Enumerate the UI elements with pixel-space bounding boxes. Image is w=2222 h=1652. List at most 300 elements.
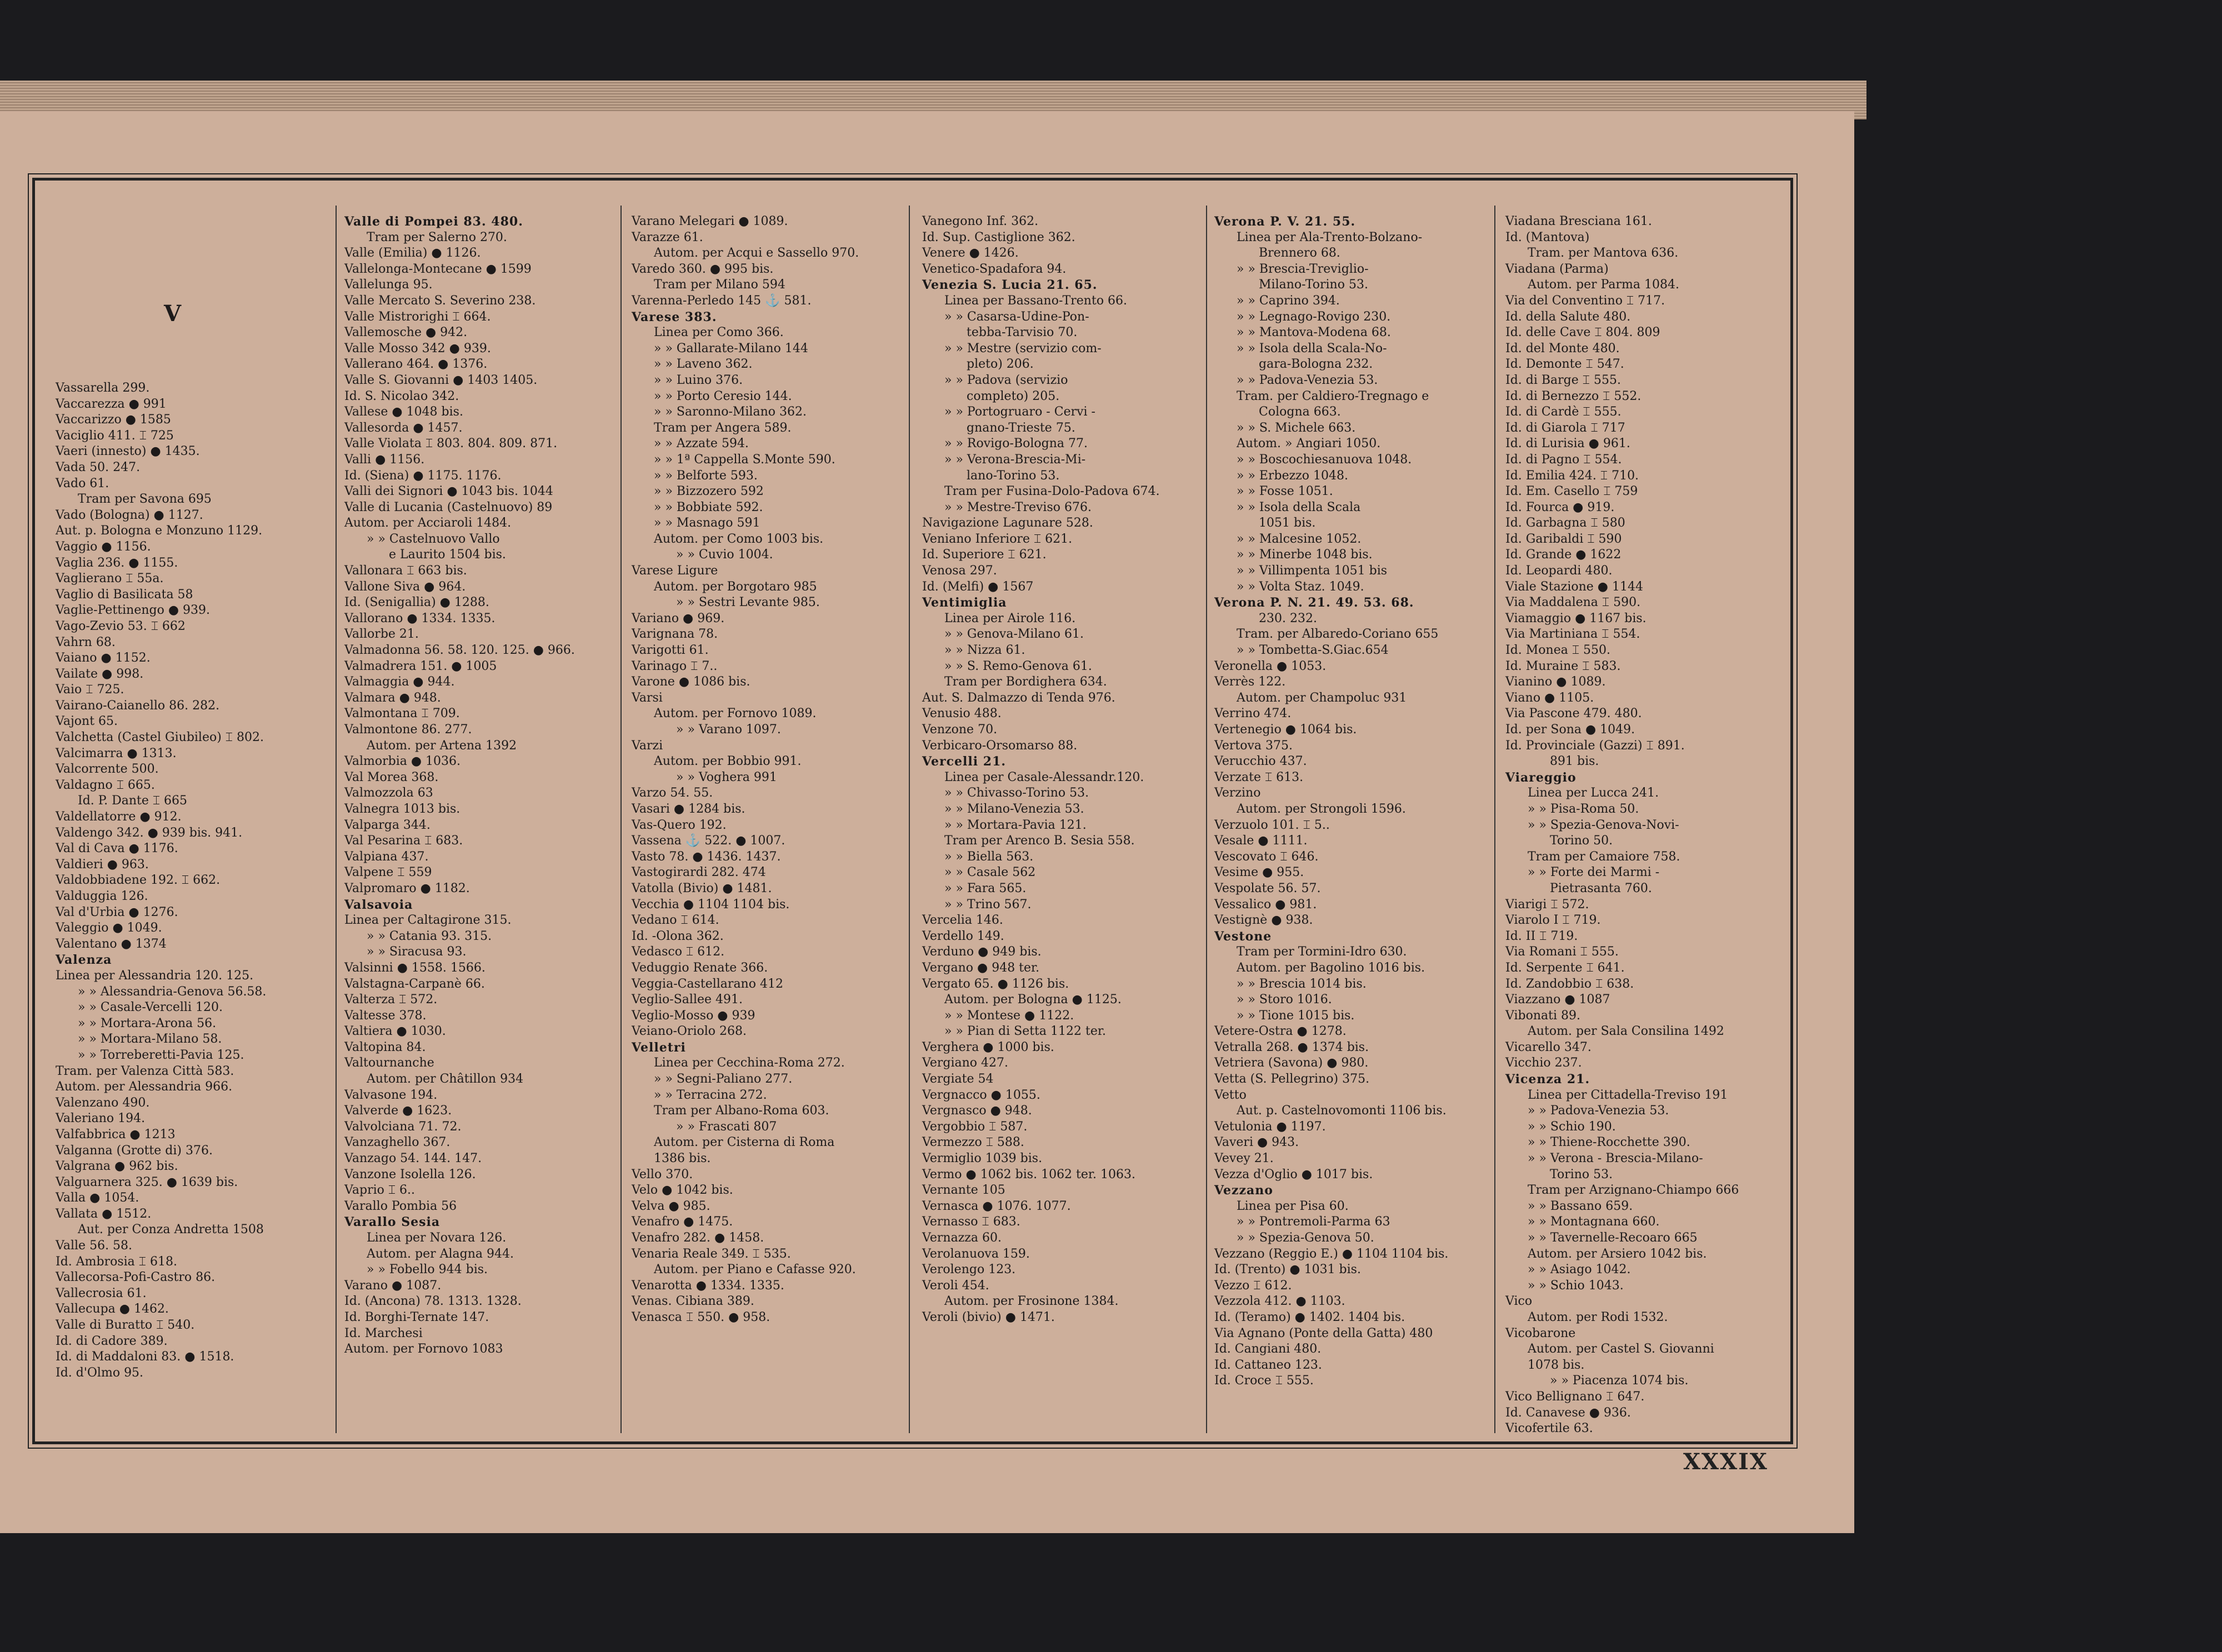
index-entry: » » Erbezzo 1048. [1237,468,1348,483]
index-entry: Vertenegio ● 1064 bis. [1214,723,1357,737]
index-entry: Vallesorda ● 1457. [344,420,463,435]
index-entry: Vertova 375. [1214,738,1293,753]
index-entry: Valli ● 1156. [344,452,425,467]
index-entry: Veggia-Castellarano 412 [632,977,783,991]
index-entry: Viadana (Parma) [1505,262,1609,276]
index-entry: Cologna 663. [1259,405,1341,419]
index-entry: Id. Cattaneo 123. [1214,1358,1322,1372]
index-entry: Valle (Emilia) ● 1126. [344,246,481,261]
index-entry: Vallorano ● 1334. 1335. [344,611,496,625]
index-entry: Id. di Lurisia ● 961. [1505,437,1630,451]
index-entry: Id. Em. Casello ⌶ 759 [1505,484,1638,499]
index-entry: Vallelonga-Montecane ● 1599 [344,262,532,276]
index-heading: Valenza [56,953,112,968]
index-entry: Valtiera ● 1030. [344,1024,446,1039]
index-entry: » » Fobello 944 bis. [367,1263,488,1277]
index-entry: Viamaggio ● 1167 bis. [1505,611,1647,625]
index-entry: Id. (Senigallia) ● 1288. [344,595,489,610]
index-entry: » » Montese ● 1122. [944,1008,1074,1023]
index-entry: Valvasone 194. [344,1088,438,1102]
index-entry: Vastogirardi 282. 474 [632,865,766,880]
index-entry: » » Casale-Vercelli 120. [78,1000,223,1015]
index-entry: Id. Ambrosia ⌶ 618. [56,1254,177,1269]
index-entry: » » Pian di Setta 1122 ter. [944,1024,1106,1039]
index-entry: Id. di Pagno ⌶ 554. [1505,452,1622,467]
index-entry: Velo ● 1042 bis. [632,1183,733,1198]
index-entry: Valmontana ⌶ 709. [344,707,460,721]
index-entry: Vailate ● 998. [56,667,144,681]
index-entry: Valeggio ● 1049. [56,921,162,935]
index-entry: Veglio-Mosso ● 939 [632,1008,755,1023]
index-entry: Id. Cangiani 480. [1214,1342,1322,1356]
index-entry: Vallone Siva ● 964. [344,579,466,594]
index-entry: Varigotti 61. [632,643,709,658]
index-entry: Valmorbia ● 1036. [344,754,461,769]
index-entry: » » Chivasso-Torino 53. [944,786,1089,800]
index-entry: » » Milano-Venezia 53. [944,802,1084,816]
index-entry: Vergnasco ● 948. [922,1104,1032,1118]
index-entry: Autom. per Châtillon 934 [367,1072,524,1087]
index-entry: Valeriano 194. [56,1112,146,1126]
index-heading: Varallo Sesia [344,1215,441,1230]
index-entry: Val d'Urbia ● 1276. [56,905,178,919]
index-entry: Vaglierano ⌶ 55a. [56,572,164,586]
index-entry: » » Villimpenta 1051 bis [1237,564,1388,578]
index-entry: Vaeri (innesto) ● 1435. [56,444,200,459]
index-entry: Vetralla 268. ● 1374 bis. [1214,1040,1369,1054]
index-entry: Id. Croce ⌶ 555. [1214,1374,1314,1388]
index-entry: » » Gallarate-Milano 144 [654,341,808,356]
index-entry: Torino 50. [1550,834,1613,848]
index-entry: Via Martiniana ⌶ 554. [1505,627,1640,642]
index-entry: » » Terracina 272. [654,1088,767,1102]
index-entry: Veronella ● 1053. [1214,659,1327,673]
index-entry: Vaccarezza ● 991 [56,397,167,411]
index-entry: Vermiglio 1039 bis. [922,1152,1043,1166]
index-entry: » » Bizzozero 592 [654,484,764,499]
index-entry: Id. di Giarola ⌶ 717 [1505,420,1625,435]
index-entry: Vergano ● 948 ter. [922,960,1040,975]
index-entry: Autom. per Frosinone 1384. [944,1294,1119,1309]
index-entry: » » Brescia 1014 bis. [1237,977,1367,991]
index-entry: Vico Bellignano ⌶ 647. [1505,1389,1645,1404]
index-entry: Via Romani ⌶ 555. [1505,945,1619,959]
index-entry: Vezzola 412. ● 1103. [1214,1294,1345,1309]
index-entry: Valmaggia ● 944. [344,675,455,689]
index-entry: Valparga 344. [344,818,431,832]
index-entry: Vallelunga 95. [344,278,433,292]
index-entry: Id. Garibaldi ⌶ 590 [1505,532,1622,546]
index-entry: Valmozzola 63 [344,786,433,800]
index-entry: Valle di Lucania (Castelnuovo) 89 [344,500,553,514]
index-entry: Viano ● 1105. [1505,690,1594,705]
index-entry: Aut. p. Castelnovomonti 1106 bis. [1237,1104,1447,1118]
index-entry: Vicarello 347. [1505,1040,1592,1054]
index-entry: Vallonara ⌶ 663 bis. [344,564,467,578]
index-entry: Vado 61. [56,476,109,490]
index-entry: Pietrasanta 760. [1550,881,1652,895]
index-entry: Autom. per Champoluc 931 [1237,690,1407,705]
index-entry: Venasca ⌶ 550. ● 958. [632,1310,770,1324]
index-entry: » » Luino 376. [654,373,743,387]
index-entry: Valtopina 84. [344,1040,426,1054]
index-entry: Tram. per Valenza Città 583. [56,1064,234,1078]
index-entry: Via Maddalena ⌶ 590. [1505,595,1641,610]
index-entry: Id. (Ancona) 78. 1313. 1328. [344,1294,522,1309]
index-entry: » » Piacenza 1074 bis. [1550,1374,1689,1388]
index-entry: » » Fosse 1051. [1237,484,1333,499]
index-entry: Autom. per Acciaroli 1484. [344,516,512,530]
index-entry: Veroli (bivio) ● 1471. [922,1310,1055,1324]
index-entry: Tram. per Albaredo-Coriano 655 [1237,627,1439,642]
index-entry: Valle di Buratto ⌶ 540. [56,1318,195,1333]
index-entry: lano-Torino 53. [967,468,1060,483]
index-entry: Id. Monea ⌶ 550. [1505,643,1611,658]
index-entry: Varenna-Perledo 145 ⚓ 581. [632,293,812,308]
index-column-2 [344,214,617,1358]
index-entry: Id. delle Cave ⌶ 804. 809 [1505,326,1660,340]
index-entry: Vairano-Caianello 86. 282. [56,698,220,713]
index-heading: Velletri [632,1040,686,1055]
index-entry: Vetulonia ● 1197. [1214,1119,1326,1134]
index-entry: Venas. Cibiana 389. [632,1294,754,1309]
index-entry: Valmadrera 151. ● 1005 [344,659,497,673]
index-entry: Id. P. Dante ⌶ 665 [78,794,188,808]
index-entry: Vallorbe 21. [344,627,419,642]
index-entry: pleto) 206. [967,357,1034,372]
index-entry: Varinago ⌶ 7.. [632,659,718,673]
index-entry: Vespolate 56. 57. [1214,881,1321,895]
index-entry: Via Agnano (Ponte della Gatta) 480 [1214,1326,1433,1340]
index-entry: » » Siracusa 93. [367,945,467,959]
index-entry: Tram per Arzignano-Chiampo 666 [1528,1183,1739,1198]
index-entry: Tram per Milano 594 [654,278,785,292]
index-entry: » » Bobbiate 592. [654,500,763,514]
index-entry: Veglio-Sallee 491. [632,993,743,1007]
index-entry: » » Tavernelle-Recoaro 665 [1528,1231,1698,1245]
index-entry: Vassarella 299. [56,381,150,395]
index-entry: Vado (Bologna) ● 1127. [56,508,203,522]
index-entry: » » Minerbe 1048 bis. [1237,548,1373,562]
index-entry: » » Mestre-Treviso 676. [944,500,1092,514]
index-entry: Valmadonna 56. 58. 120. 125. ● 966. [344,643,575,658]
index-entry: Varone ● 1086 bis. [632,675,750,689]
index-entry: Vevey 21. [1214,1152,1274,1166]
index-entry: Vanzaghello 367. [344,1135,451,1150]
index-entry: » » Belforte 593. [654,468,758,483]
index-entry: Id. di Barge ⌶ 555. [1505,373,1621,387]
index-entry: 1386 bis. [654,1152,711,1166]
index-entry: Venarotta ● 1334. 1335. [632,1278,784,1293]
index-entry: » » Catania 93. 315. [367,929,492,943]
index-entry: Id. Garbagna ⌶ 580 [1505,516,1625,530]
index-entry: Vahrn 68. [56,635,116,649]
index-entry: Vaglia 236. ● 1155. [56,555,178,570]
index-entry: Vezzo ⌶ 612. [1214,1278,1292,1293]
index-entry: Vago-Zevio 53. ⌶ 662 [56,619,186,633]
index-entry: Valchetta (Castel Giubileo) ⌶ 802. [56,730,264,745]
index-entry: Valle Mercato S. Severino 238. [344,293,536,308]
index-entry: » » 1ª Cappella S.Monte 590. [654,452,835,467]
index-entry: Id. d'Olmo 95. [56,1365,144,1380]
index-entry: Valtesse 378. [344,1008,427,1023]
index-entry: Vasto 78. ● 1436. 1437. [632,849,781,864]
index-entry: Veduggio Renate 366. [632,960,768,975]
index-column-1 [56,214,328,1381]
index-entry: Tram per Fusina-Dolo-Padova 674. [944,484,1160,499]
index-heading: Verona P. V. 21. 55. [1214,214,1356,229]
index-entry: Autom. per Arsiero 1042 bis. [1528,1246,1707,1261]
index-entry: Verrès 122. [1214,675,1286,689]
index-entry: Id. S. Nicolao 342. [344,389,459,403]
index-entry: Verolanuova 159. [922,1246,1030,1261]
index-heading: Verona P. N. 21. 49. 53. 68. [1214,595,1414,610]
index-entry: Tram per Tormini-Idro 630. [1237,945,1407,959]
index-entry: » » Cuvio 1004. [676,548,773,562]
index-entry: Valterza ⌶ 572. [344,993,438,1007]
index-entry: Vezzano (Reggio E.) ● 1104 1104 bis. [1214,1246,1449,1261]
index-heading: Viareggio [1505,770,1577,785]
index-entry: Vermo ● 1062 bis. 1062 ter. 1063. [922,1167,1135,1182]
index-entry: Vetere-Ostra ● 1278. [1214,1024,1347,1039]
index-entry: completo) 205. [967,389,1060,403]
index-entry: Verdello 149. [922,929,1004,943]
index-entry: » » Schio 1043. [1528,1278,1624,1293]
index-entry: Vianino ● 1089. [1505,675,1606,689]
index-entry: Id. (Melfi) ● 1567 [922,579,1034,594]
index-entry: Valdellatorre ● 912. [56,810,182,824]
index-entry: Vicofertile 63. [1505,1421,1593,1436]
index-entry: Valcorrente 500. [56,762,159,777]
index-entry: » » Schio 190. [1528,1119,1616,1134]
index-entry: Valpiana 437. [344,849,429,864]
index-entry: Vermezzo ⌶ 588. [922,1135,1024,1150]
index-entry: Vernante 105 [922,1183,1005,1198]
index-entry: Vallecorsa-Pofi-Castro 86. [56,1270,216,1285]
index-entry: Autom. per Bologna ● 1125. [944,993,1122,1007]
index-entry: Varano Melegari ● 1089. [632,214,788,228]
index-entry: Valle 56. 58. [56,1239,133,1253]
index-entry: Verzuolo 101. ⌶ 5.. [1214,818,1330,832]
index-entry: Varano ● 1087. [344,1278,442,1293]
index-entry: Vezza d'Oglio ● 1017 bis. [1214,1167,1373,1182]
index-entry: Vassena ⚓ 522. ● 1007. [632,834,785,848]
index-entry: Valverde ● 1623. [344,1104,452,1118]
index-entry: Autom. per Piano e Cafasse 920. [654,1263,856,1277]
index-entry: Valstagna-Carpanè 66. [344,977,485,991]
index-entry: Id. Leopardi 480. [1505,564,1613,578]
index-column-4 [922,214,1194,1326]
index-entry: Valfabbrica ● 1213 [56,1127,176,1142]
index-entry: Valenzano 490. [56,1095,150,1110]
index-entry: Autom. per Strongoli 1596. [1237,802,1406,816]
index-entry: Vaio ⌶ 725. [56,683,124,697]
index-entry: Vesale ● 1111. [1214,834,1308,848]
index-entry: Valvolciana 71. 72. [344,1119,462,1134]
index-entry: » » Forte dei Marmi - [1528,865,1660,880]
index-entry: Autom. per Cisterna di Roma [654,1135,835,1150]
page-number: XXXIX [1683,1449,1768,1475]
index-entry: Val Pesarina ⌶ 683. [344,834,463,848]
index-entry: Id. Muraine ⌶ 583. [1505,659,1621,673]
index-entry: Vaggio ● 1156. [56,539,151,554]
index-entry: Vibonati 89. [1505,1008,1581,1023]
index-entry: Id. di Maddaloni 83. ● 1518. [56,1350,234,1364]
index-entry: Tram per Arenco B. Sesia 558. [944,834,1135,848]
index-entry: Vello 370. [632,1167,693,1182]
index-entry: Id. di Bernezzo ⌶ 552. [1505,389,1642,403]
index-entry: Valla ● 1054. [56,1191,139,1205]
index-entry: Linea per Cittadella-Treviso 191 [1528,1088,1728,1102]
index-entry: gnano-Trieste 75. [967,420,1075,435]
index-entry: 891 bis. [1550,754,1599,769]
index-entry: Autom. per Alagna 944. [367,1246,514,1261]
index-entry: Vico [1505,1294,1533,1309]
index-entry: Valdobbiadene 192. ⌶ 662. [56,873,221,888]
index-entry: Aut. p. Bologna e Monzuno 1129. [56,524,263,538]
index-entry: Varsi [632,690,663,705]
index-entry: Via del Conventino ⌶ 717. [1505,293,1665,308]
index-entry: Valle Mistrorighi ⌶ 664. [344,309,491,324]
index-entry: Vergiate 54 [922,1072,994,1087]
index-entry: Vernasca ● 1076. 1077. [922,1199,1071,1213]
index-entry: Id. II ⌶ 719. [1505,929,1578,943]
index-entry: Id. (Teramo) ● 1402. 1404 bis. [1214,1310,1405,1324]
index-entry: e Laurito 1504 bis. [389,548,506,562]
index-entry: Varazze 61. [632,230,703,244]
index-entry: » » Spezia-Genova 50. [1237,1231,1374,1245]
index-entry: Venafro 282. ● 1458. [632,1231,764,1245]
index-entry: Vanzone Isolella 126. [344,1167,476,1182]
index-entry: » » Tombetta-S.Giac.654 [1237,643,1389,658]
index-entry: Verucchio 437. [1214,754,1307,769]
index-entry: » » Genova-Milano 61. [944,627,1084,642]
index-entry: Id. Marchesi [344,1326,423,1340]
index-entry: Verolengo 123. [922,1263,1016,1277]
index-entry: Aut. per Conza Andretta 1508 [78,1223,264,1237]
index-entry: » » Fara 565. [944,881,1027,895]
index-entry: » » Voghera 991 [676,770,777,784]
index-entry: Valmara ● 948. [344,690,441,705]
index-entry: Viadana Bresciana 161. [1505,214,1652,228]
index-entry: Id. -Olona 362. [632,929,724,943]
index-entry: Valdagno ⌶ 665. [56,778,155,792]
index-entry: Vesime ● 955. [1214,865,1304,880]
index-entry: Vergiano 427. [922,1056,1009,1070]
index-entry: Linea per Casale-Alessandr.120. [944,770,1144,784]
index-entry: » » Montagnana 660. [1528,1215,1660,1229]
index-entry: » » Frascati 807 [676,1119,777,1134]
index-entry: Vetto [1214,1088,1247,1102]
index-entry: Linea per Airole 116. [944,611,1076,625]
index-entry: Varallo Pombia 56 [344,1199,457,1213]
index-entry: » » Thiene-Rocchette 390. [1528,1135,1690,1150]
index-entry: Valsinni ● 1558. 1566. [344,960,486,975]
index-entry: Valle S. Giovanni ● 1403 1405. [344,373,538,387]
index-entry: » » Saronno-Milano 362. [654,405,807,419]
index-entry: Tram. per Mantova 636. [1528,246,1679,261]
index-entry: Vestignè ● 938. [1214,913,1313,928]
index-entry: Varedo 360. ● 995 bis. [632,262,774,276]
index-entry: Vernasso ⌶ 683. [922,1215,1020,1229]
index-heading: Vezzano [1214,1183,1273,1198]
index-entry: Id. Grande ● 1622 [1505,548,1622,562]
index-entry: Verzino [1214,786,1261,800]
index-entry: » » Spezia-Genova-Novi- [1528,818,1679,832]
index-entry: Milano-Torino 53. [1259,278,1368,292]
index-column-5 [1214,214,1487,1389]
index-entry: Autom. per Castel S. Giovanni [1528,1342,1714,1356]
index-entry: » » S. Michele 663. [1237,420,1356,435]
index-entry: Autom. per Artena 1392 [367,738,517,753]
index-entry: Autom. » Angiari 1050. [1237,437,1381,451]
index-entry: » » Padova-Venezia 53. [1237,373,1378,387]
index-entry: tebba-Tarvisio 70. [967,326,1078,340]
index-column-3 [632,214,904,1326]
index-entry: Vergnacco ● 1055. [922,1088,1040,1102]
index-entry: Veniano Inferiore ⌶ 621. [922,532,1073,546]
index-entry: Linea per Cecchina-Roma 272. [654,1056,845,1070]
index-entry: Vernazza 60. [922,1231,1002,1245]
index-entry: Vas-Quero 192. [632,818,727,832]
index-entry: » » Nizza 61. [944,643,1025,658]
index-entry: Valli dei Signori ● 1043 bis. 1044 [344,484,553,499]
index-entry: Vatolla (Bivio) ● 1481. [632,881,772,895]
index-entry: Vallata ● 1512. [56,1207,152,1221]
index-entry: Tram per Salerno 270. [367,230,507,244]
index-entry: Autom. per Fornovo 1089. [654,707,817,721]
index-entry: Autom. per Borgotaro 985 [654,579,817,594]
index-entry: Linea per Novara 126. [367,1231,507,1245]
index-entry: Vedano ⌶ 614. [632,913,719,928]
index-entry: » » Padova (servizio [944,373,1068,387]
column-separator [336,206,337,1433]
index-entry: Id. Serpente ⌶ 641. [1505,960,1625,975]
index-entry: » » Pontremoli-Parma 63 [1237,1215,1390,1229]
index-entry: Vallese ● 1048 bis. [344,405,463,419]
index-entry: Venzone 70. [922,723,998,737]
index-entry: Autom. per Sala Consilina 1492 [1528,1024,1724,1039]
index-entry: Veroli 454. [922,1278,989,1293]
index-heading: Venezia S. Lucia 21. 65. [922,278,1098,293]
index-entry: Tram per Camaiore 758. [1528,849,1680,864]
index-entry: Torino 53. [1550,1167,1613,1182]
index-entry: » » Isola della Scala-No- [1237,341,1387,356]
index-entry: Valpromaro ● 1182. [344,881,470,895]
index-entry: » » Asiago 1042. [1528,1263,1631,1277]
index-entry: Varzi [632,738,663,753]
index-entry: » » Sestri Levante 985. [676,595,820,610]
index-entry: Viarigi ⌶ 572. [1505,897,1589,912]
index-entry: » » Verona-Brescia-Mi- [944,452,1086,467]
index-entry: Variano ● 969. [632,611,725,625]
index-entry: » » Isola della Scala [1237,500,1361,514]
index-entry: Verduno ● 949 bis. [922,945,1042,959]
index-entry: Vaveri ● 943. [1214,1135,1299,1150]
index-entry: Id. Borghi-Ternate 147. [344,1310,489,1324]
index-entry: » » Alessandria-Genova 56.58. [78,984,267,999]
index-entry: Vaprio ⌶ 6.. [344,1183,416,1198]
index-entry: Id. Demonte ⌶ 547. [1505,357,1624,372]
index-entry: » » Castelnuovo Vallo [367,532,500,546]
index-entry: Id. per Sona ● 1049. [1505,723,1635,737]
index-entry: » » Laveno 362. [654,357,753,372]
index-entry: Autom. per Acqui e Sassello 970. [654,246,859,261]
index-entry: Valcimarra ● 1313. [56,746,177,760]
index-entry: Vessalico ● 981. [1214,897,1317,912]
index-entry: Vajont 65. [56,714,118,729]
index-entry: Linea per Alessandria 120. 125. [56,968,254,983]
